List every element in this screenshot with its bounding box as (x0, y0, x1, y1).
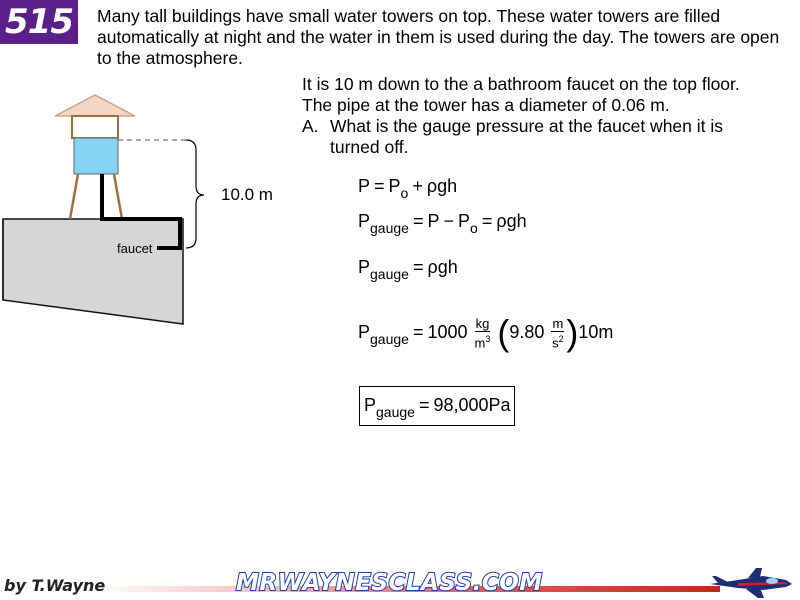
equation-answer: $P_{gauge} = 98,000Pa$ (364, 395, 511, 420)
equation-gauge-definition: $P_{gauge} = P - P_o = \rho gh$ (358, 211, 527, 236)
equation-substitution: $P_{gauge} = 1000$ $\frac{kg}{m^3}$ (9.80 $\frac{m}{s^2}$ )10m (358, 312, 614, 354)
density-units: $\frac{kg}{m^3}$ (474, 316, 491, 351)
height-label: 10.0 m (221, 185, 273, 204)
question-block (302, 74, 772, 158)
tower-leg-right (114, 174, 122, 219)
faucet-label: faucet (117, 241, 153, 256)
site-logo[interactable]: MRWAYNESCLASS.COM (236, 570, 543, 596)
question-text: It is 10 m down to the a bathroom faucet on the top floor. The pipe at the tower has a diameter of 0.06 m. (302, 74, 740, 115)
tower-leg-left (70, 174, 78, 219)
part-letter: A. (302, 116, 319, 136)
problem-intro-text: Many tall buildings have small water towers on top. These water towers are filled automatically at night and the water in them is used during the day. The towers are open to the atmosphere. (97, 6, 780, 68)
author-credit: by T.Wayne (4, 576, 106, 595)
problem-number-badge: 515 (0, 0, 78, 44)
water-tower-diagram (0, 90, 240, 340)
question-part-a (302, 116, 772, 158)
water-tank (74, 138, 118, 174)
equation-pressure: $P = P_o + \rho gh$ (358, 176, 458, 201)
tower-roof (55, 95, 135, 116)
equation-gauge-rhogh: $P_{gauge} = \rho gh$ (358, 257, 458, 282)
height-brace (186, 140, 204, 248)
part-text: What is the gauge pressure at the faucet when it is turned off. (330, 116, 723, 157)
tower-roof-support (72, 116, 118, 138)
building (3, 219, 183, 324)
gravity-units: $\frac{m}{s^2}$ (552, 316, 564, 351)
jet-icon (708, 566, 794, 600)
